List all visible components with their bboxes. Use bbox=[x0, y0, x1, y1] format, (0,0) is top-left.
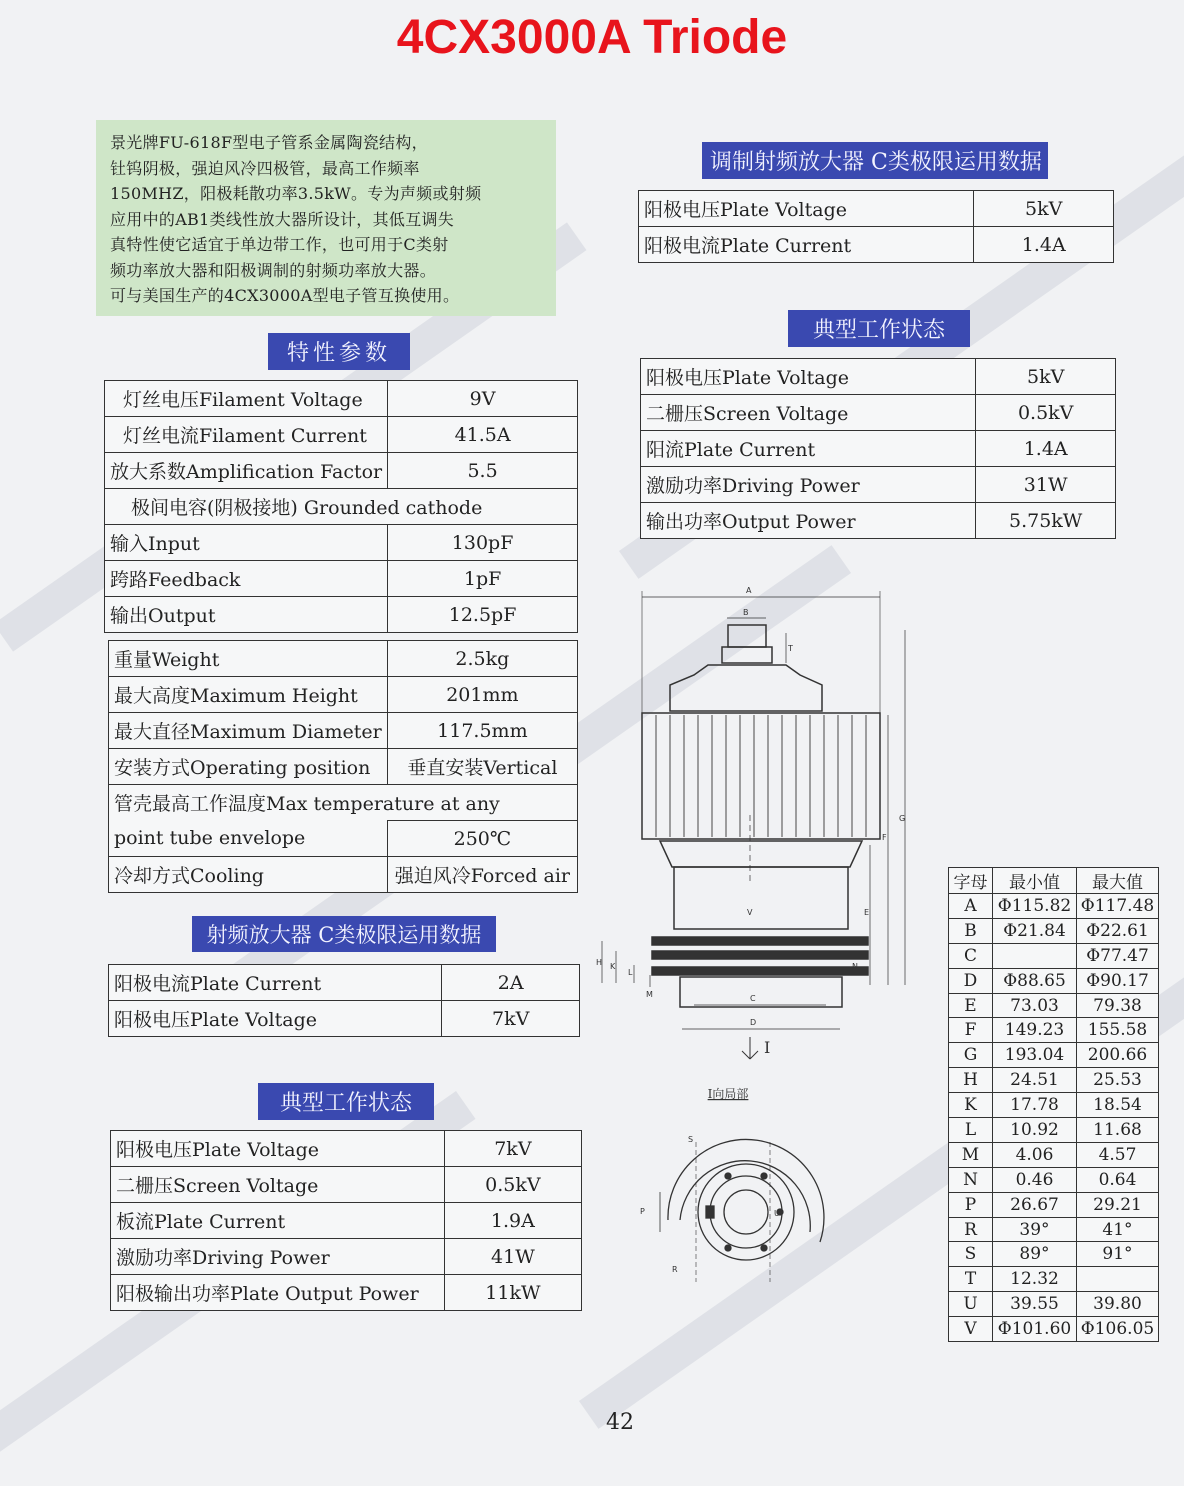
spec-value: 250℃ bbox=[387, 821, 577, 857]
capacitance-heading: 极间电容(阴极接地) Grounded cathode bbox=[105, 489, 578, 525]
table-row bbox=[109, 965, 580, 1001]
mod-typical-table bbox=[640, 358, 1116, 539]
dim-min: 0.46 bbox=[993, 1167, 1077, 1192]
dim-min: 4.06 bbox=[993, 1142, 1077, 1167]
table-row bbox=[105, 381, 578, 417]
table-header-row bbox=[949, 868, 1159, 894]
dimension-letter: P bbox=[640, 1207, 645, 1216]
mod-limits-heading: 调制射频放大器 C类极限运用数据 bbox=[702, 142, 1048, 179]
table-row bbox=[105, 453, 578, 489]
dim-max: 11.68 bbox=[1077, 1118, 1159, 1143]
mod-limits-table bbox=[638, 190, 1114, 263]
spec-value: 41.5A bbox=[388, 417, 578, 453]
spec-value: 1.4A bbox=[976, 431, 1116, 467]
spec-value: 9V bbox=[388, 381, 578, 417]
dim-max: Φ117.48 bbox=[1077, 894, 1159, 919]
dimension-letter: M bbox=[646, 990, 653, 999]
spec-label: 灯丝电流Filament Current bbox=[105, 417, 388, 453]
dim-min: 73.03 bbox=[993, 993, 1077, 1018]
dim-letter: M bbox=[949, 1142, 993, 1167]
page-number: 42 bbox=[606, 1410, 634, 1435]
rf-typical-heading: 典型工作状态 bbox=[258, 1083, 434, 1120]
spec-value: 12.5pF bbox=[388, 597, 578, 633]
table-row bbox=[949, 1167, 1159, 1192]
dim-max: Φ77.47 bbox=[1077, 943, 1159, 968]
spec-label: 重量Weight bbox=[109, 641, 388, 677]
dim-min: 24.51 bbox=[993, 1068, 1077, 1093]
spec-label: 阳极电压Plate Voltage bbox=[639, 191, 974, 227]
dimension-letter: F bbox=[882, 833, 887, 842]
table-row bbox=[641, 503, 1116, 539]
dim-max: 29.21 bbox=[1077, 1192, 1159, 1217]
spec-value: 0.5kV bbox=[444, 1167, 581, 1203]
intro-line: 可与美国生产的4CX3000A型电子管互换使用。 bbox=[110, 286, 460, 305]
table-row bbox=[111, 1275, 582, 1311]
dimension-letter: A bbox=[746, 586, 752, 595]
table-row bbox=[639, 191, 1114, 227]
spec-label: 输出功率Output Power bbox=[641, 503, 976, 539]
spec-label: 激励功率Driving Power bbox=[111, 1239, 445, 1275]
table-row bbox=[109, 1001, 580, 1037]
dim-min: Φ115.82 bbox=[993, 894, 1077, 919]
dim-min: 193.04 bbox=[993, 1043, 1077, 1068]
table-row bbox=[639, 227, 1114, 263]
table-row bbox=[111, 1239, 582, 1275]
dim-max: 18.54 bbox=[1077, 1093, 1159, 1118]
dim-min: Φ88.65 bbox=[993, 968, 1077, 993]
table-row bbox=[949, 1267, 1159, 1292]
dim-max: 39.80 bbox=[1077, 1292, 1159, 1317]
spec-label: 阳极电压Plate Voltage bbox=[111, 1131, 445, 1167]
dimension-letter: N bbox=[852, 962, 858, 971]
spec-label: 阳极电压Plate Voltage bbox=[641, 359, 976, 395]
spec-value: 201mm bbox=[387, 677, 577, 713]
dimension-letter: T bbox=[788, 644, 793, 653]
dim-max: 4.57 bbox=[1077, 1142, 1159, 1167]
dimension-letter: D bbox=[750, 1018, 757, 1027]
spec-value: 2A bbox=[442, 965, 580, 1001]
dim-letter: L bbox=[949, 1118, 993, 1143]
spec-value: 垂直安装Vertical bbox=[387, 749, 577, 785]
dim-min: Φ101.60 bbox=[993, 1317, 1077, 1342]
spec-value: 11kW bbox=[444, 1275, 581, 1311]
spec-value: 7kV bbox=[442, 1001, 580, 1037]
dim-min bbox=[993, 943, 1077, 968]
dim-max: 0.64 bbox=[1077, 1167, 1159, 1192]
dim-letter: G bbox=[949, 1043, 993, 1068]
table-row bbox=[109, 749, 578, 785]
dim-min: 89° bbox=[993, 1242, 1077, 1267]
spec-value: 5kV bbox=[976, 359, 1116, 395]
table-row bbox=[949, 1292, 1159, 1317]
dim-min: 10.92 bbox=[993, 1118, 1077, 1143]
table-row bbox=[105, 525, 578, 561]
table-row bbox=[949, 1118, 1159, 1143]
spec-value: 117.5mm bbox=[387, 713, 577, 749]
view-marker: I bbox=[764, 1038, 771, 1057]
rf-typical-table bbox=[110, 1130, 582, 1311]
spec-label: 二栅压Screen Voltage bbox=[641, 395, 976, 431]
table-row bbox=[949, 1142, 1159, 1167]
spec-label: 最大高度Maximum Height bbox=[109, 677, 388, 713]
spec-label: 安装方式Operating position bbox=[109, 749, 388, 785]
table-row bbox=[641, 467, 1116, 503]
column-header: 字母 bbox=[949, 868, 993, 894]
dim-max: 200.66 bbox=[1077, 1043, 1159, 1068]
table-row bbox=[949, 1068, 1159, 1093]
dimension-letter: C bbox=[750, 994, 756, 1003]
spec-value: 130pF bbox=[388, 525, 578, 561]
spec-value: 41W bbox=[444, 1239, 581, 1275]
spec-value: 1pF bbox=[388, 561, 578, 597]
spec-value: 0.5kV bbox=[976, 395, 1116, 431]
table-row bbox=[109, 713, 578, 749]
table-row bbox=[641, 431, 1116, 467]
spec-value: 1.9A bbox=[444, 1203, 581, 1239]
table-row bbox=[949, 918, 1159, 943]
table-row bbox=[109, 857, 578, 893]
dimension-letter: V bbox=[747, 908, 753, 917]
dimension-letter: S bbox=[688, 1135, 694, 1144]
spec-label: 板流Plate Current bbox=[111, 1203, 445, 1239]
table-row bbox=[949, 993, 1159, 1018]
dimension-letter: E bbox=[864, 908, 870, 917]
dim-letter: A bbox=[949, 894, 993, 919]
dim-max: 41° bbox=[1077, 1217, 1159, 1242]
table-row bbox=[105, 417, 578, 453]
spec-value: 5kV bbox=[974, 191, 1114, 227]
table-row bbox=[641, 395, 1116, 431]
table-row bbox=[949, 1217, 1159, 1242]
dim-letter: E bbox=[949, 993, 993, 1018]
dimension-letter: K bbox=[610, 962, 616, 971]
spec-label: 阳极电流Plate Current bbox=[109, 965, 442, 1001]
rf-limits-table bbox=[108, 964, 580, 1037]
table-row bbox=[949, 1242, 1159, 1267]
spec-value: 2.5kg bbox=[387, 641, 577, 677]
dimension-letter: B bbox=[743, 608, 749, 617]
intro-line: 景光牌FU-618F型电子管系金属陶瓷结构， bbox=[110, 133, 428, 152]
spec-label: 最大直径Maximum Diameter bbox=[109, 713, 388, 749]
dim-letter: U bbox=[949, 1292, 993, 1317]
column-header: 最小值 bbox=[993, 868, 1077, 894]
dim-min: 12.32 bbox=[993, 1267, 1077, 1292]
table-row bbox=[949, 1018, 1159, 1043]
characteristics-heading: 特性参数 bbox=[268, 333, 410, 370]
table-row bbox=[109, 677, 578, 713]
intro-line: 频功率放大器和阳极调制的射频功率放大器。 bbox=[110, 260, 437, 280]
spec-label: point tube envelope bbox=[109, 821, 388, 857]
dim-max: Φ22.61 bbox=[1077, 918, 1159, 943]
dim-letter: S bbox=[949, 1242, 993, 1267]
table-row bbox=[641, 359, 1116, 395]
spec-value: 强迫风冷Forced air bbox=[387, 857, 577, 893]
dimension-letter: G bbox=[899, 814, 906, 823]
dim-letter: R bbox=[949, 1217, 993, 1242]
dim-letter: K bbox=[949, 1093, 993, 1118]
dim-letter: T bbox=[949, 1267, 993, 1292]
dimension-letter: R bbox=[672, 1265, 678, 1274]
tube-outline-drawing bbox=[590, 585, 930, 1065]
spec-label: 管壳最高工作温度Max temperature at any bbox=[109, 785, 578, 821]
mod-typical-heading: 典型工作状态 bbox=[788, 310, 970, 347]
dim-min: 26.67 bbox=[993, 1192, 1077, 1217]
table-row bbox=[109, 785, 578, 821]
characteristics-table bbox=[104, 380, 578, 633]
spec-value: 7kV bbox=[444, 1131, 581, 1167]
dim-max bbox=[1077, 1267, 1159, 1292]
dim-min: 39.55 bbox=[993, 1292, 1077, 1317]
dim-letter: D bbox=[949, 968, 993, 993]
dim-min: 39° bbox=[993, 1217, 1077, 1242]
dim-min: Φ21.84 bbox=[993, 918, 1077, 943]
dimension-letter: H bbox=[596, 958, 603, 967]
dim-max: Φ106.05 bbox=[1077, 1317, 1159, 1342]
dim-letter: N bbox=[949, 1167, 993, 1192]
table-row bbox=[949, 1043, 1159, 1068]
table-row bbox=[111, 1203, 582, 1239]
intro-line: 150MHZ，阳极耗散功率3.5kW。专为声频或射频 bbox=[110, 184, 482, 203]
spec-label: 阳流Plate Current bbox=[641, 431, 976, 467]
table-row bbox=[105, 489, 578, 525]
spec-label: 放大系数Amplification Factor bbox=[105, 453, 388, 489]
spec-label: 输出Output bbox=[105, 597, 388, 633]
spec-value: 31W bbox=[976, 467, 1116, 503]
table-row bbox=[949, 1317, 1159, 1342]
dimensions-table bbox=[948, 867, 1159, 1342]
table-row bbox=[949, 1093, 1159, 1118]
spec-label: 激励功率Driving Power bbox=[641, 467, 976, 503]
table-row bbox=[949, 1192, 1159, 1217]
dim-letter: C bbox=[949, 943, 993, 968]
table-row bbox=[105, 561, 578, 597]
table-row bbox=[949, 894, 1159, 919]
rf-limits-heading: 射频放大器 C类极限运用数据 bbox=[192, 916, 496, 952]
dim-letter: V bbox=[949, 1317, 993, 1342]
table-row bbox=[949, 968, 1159, 993]
spec-label: 阳极输出功率Plate Output Power bbox=[111, 1275, 445, 1311]
spec-value: 5.75kW bbox=[976, 503, 1116, 539]
spec-value: 1.4A bbox=[974, 227, 1114, 263]
dimension-letter: L bbox=[628, 968, 633, 977]
spec-label: 阳极电压Plate Voltage bbox=[109, 1001, 442, 1037]
detail-caption: I向局部 bbox=[707, 1087, 749, 1101]
dim-max: 25.53 bbox=[1077, 1068, 1159, 1093]
dim-max: 91° bbox=[1077, 1242, 1159, 1267]
dim-max: 79.38 bbox=[1077, 993, 1159, 1018]
column-header: 最大值 bbox=[1077, 868, 1159, 894]
dim-min: 17.78 bbox=[993, 1093, 1077, 1118]
dim-letter: H bbox=[949, 1068, 993, 1093]
physical-table bbox=[108, 640, 578, 893]
dim-max: 155.58 bbox=[1077, 1018, 1159, 1043]
table-row bbox=[949, 943, 1159, 968]
spec-label: 二栅压Screen Voltage bbox=[111, 1167, 445, 1203]
table-row bbox=[111, 1167, 582, 1203]
intro-line: 应用中的AB1类线性放大器所设计，其低互调失 bbox=[110, 209, 455, 229]
spec-label: 灯丝电压Filament Voltage bbox=[105, 381, 388, 417]
intro-paragraph bbox=[96, 120, 556, 316]
intro-line: 真特性使它适宜于单边带工作，也可用于C类射 bbox=[110, 235, 449, 254]
dim-max: Φ90.17 bbox=[1077, 968, 1159, 993]
table-row bbox=[109, 641, 578, 677]
page-title: 4CX3000A Triode bbox=[396, 11, 788, 64]
spec-label: 冷却方式Cooling bbox=[109, 857, 388, 893]
spec-label: 阳极电流Plate Current bbox=[639, 227, 974, 263]
spec-label: 输入Input bbox=[105, 525, 388, 561]
dim-letter: F bbox=[949, 1018, 993, 1043]
dim-min: 149.23 bbox=[993, 1018, 1077, 1043]
intro-line: 钍钨阴极，强迫风冷四极管，最高工作频率 bbox=[110, 158, 420, 178]
dim-letter: P bbox=[949, 1192, 993, 1217]
spec-value: 5.5 bbox=[388, 453, 578, 489]
table-row bbox=[105, 597, 578, 633]
table-row bbox=[109, 821, 578, 857]
dim-letter: B bbox=[949, 918, 993, 943]
detail-view-drawing bbox=[620, 1082, 840, 1302]
spec-label: 跨路Feedback bbox=[105, 561, 388, 597]
dimension-letter: U bbox=[774, 1209, 780, 1218]
table-row bbox=[111, 1131, 582, 1167]
